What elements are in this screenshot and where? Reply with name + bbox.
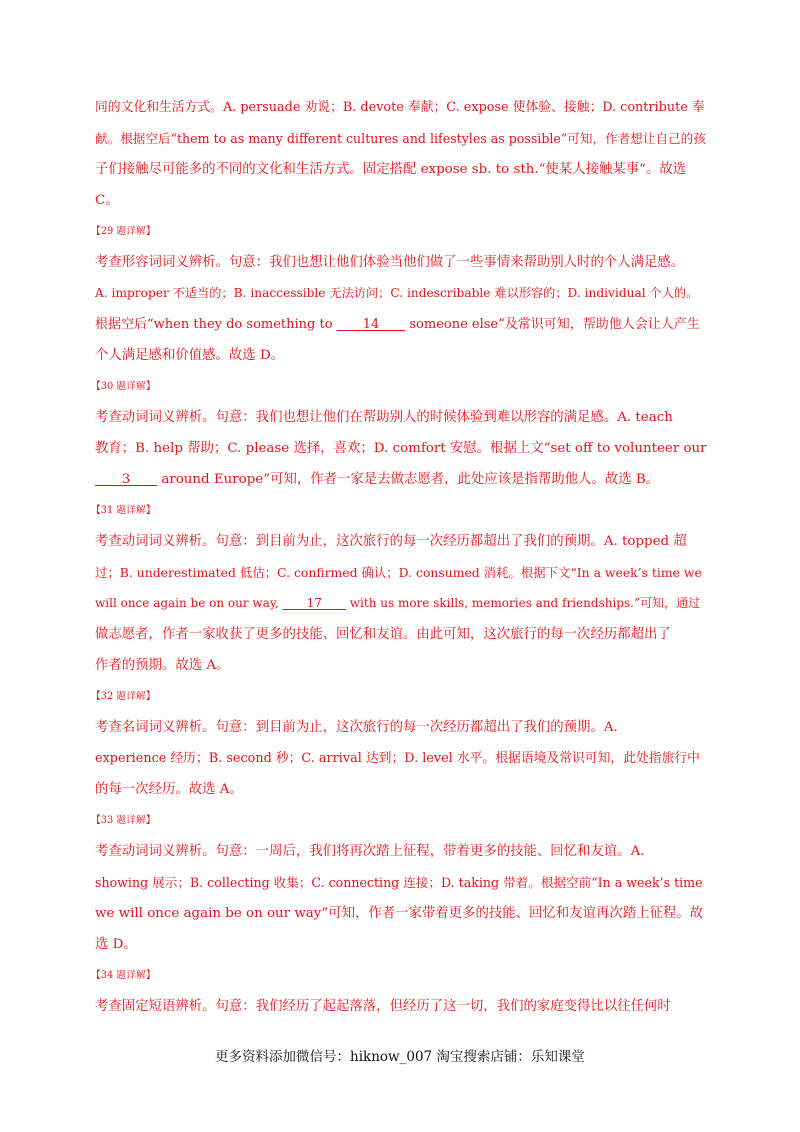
text-line: 作者的预期。故选 A。 bbox=[95, 658, 230, 673]
question-heading: 【30 题详解】 bbox=[91, 381, 156, 392]
text-line-with-blank bbox=[95, 588, 707, 619]
text-line: A. improper 不适当的；B. inaccessible 无法访问；C. indescribable 难以形容的；D. individual 个人的。 bbox=[95, 286, 699, 300]
text-before-blank: 根据空后“when they do something to bbox=[95, 317, 337, 332]
question-heading: 【32 题详解】 bbox=[91, 691, 156, 702]
text-line: 个人满足感和价值感。故选 D。 bbox=[95, 348, 285, 363]
blank-number: ____14____ bbox=[336, 317, 406, 332]
text-line: 考查动词词义辨析。句意：到目前为止，这次旅行的每一次经历都超出了我们的预期。A. topped 超 bbox=[95, 534, 687, 549]
text-line: showing 展示；B. collecting 收集；C. connecting 连接；D. taking 带着。根据空前“In a week’s time bbox=[95, 875, 703, 890]
text-line: 考查动词词义辨析。句意：我们也想让他们在帮助别人的时候体验到难以形容的满足感。A. teach bbox=[95, 410, 673, 425]
page-footer: 更多资料添加微信号：hiknow_007 淘宝搜索店铺：乐知课堂 bbox=[215, 1049, 585, 1065]
text-line-with-blank bbox=[95, 309, 707, 340]
text-line: 考查名词词义辨析。句意：到目前为止，这次旅行的每一次经历都超出了我们的预期。A. bbox=[95, 720, 618, 735]
blank-number: ____17____ bbox=[282, 596, 346, 610]
text-line: 选 D。 bbox=[95, 937, 137, 952]
text-after-blank: around Europe”可知，作者一家是去做志愿者，此处应该是指帮助他人。故选 B。 bbox=[157, 472, 660, 487]
text-line: 子们接触尽可能多的不同的文化和生活方式。固定搭配 expose sb. to sth.“使某人接触某事”。故选 bbox=[95, 162, 687, 177]
text-before-blank: will once again be on our way, bbox=[95, 596, 283, 610]
text-line: 教育；B. help 帮助；C. please 选择，喜欢；D. comfort 安慰。根据上文“set off to volunteer our bbox=[95, 441, 707, 456]
text-line: 的每一次经历。故选 A。 bbox=[95, 782, 243, 797]
text-after-blank: with us more skills, memories and friendships.”可知，通过 bbox=[345, 596, 701, 610]
blank-number: ____3____ bbox=[95, 472, 158, 487]
text-line: 过；B. underestimated 低估；C. confirmed 确认；D. consumed 消耗。根据下文“In a week’s time we bbox=[95, 565, 702, 580]
text-line: 考查形容词词义辨析。句意：我们也想让他们体验当他们做了一些事情来帮助别人时的个人满足感。 bbox=[95, 255, 685, 270]
text-line: 做志愿者，作者一家收获了更多的技能、回忆和友谊。由此可知，这次旅行的每一次经历都超出了 bbox=[95, 627, 671, 642]
text-line: experience 经历；B. second 秒；C. arrival 达到；D. level 水平。根据语境及常识可知，此处指旅行中 bbox=[95, 751, 700, 766]
answer-explanation-body bbox=[91, 92, 707, 1022]
text-line: 同的文化和生活方式。A. persuade 劝说；B. devote 奉献；C. expose 使体验、接触；D. contribute 奉 bbox=[95, 100, 705, 115]
text-line: 考查固定短语辨析。句意：我们经历了起起落落，但经历了这一切，我们的家庭变得比以往任何时 bbox=[95, 999, 671, 1014]
question-heading: 【34 题详解】 bbox=[91, 970, 156, 981]
text-line: 献。根据空后“them to as many different cultures and lifestyles as possible”可知，作者想让自己的孩 bbox=[95, 131, 706, 146]
text-line: we will once again be on our way”可知，作者一家带着更多的技能、回忆和友谊再次踏上征程。故 bbox=[95, 906, 704, 921]
question-heading: 【31 题详解】 bbox=[91, 505, 156, 516]
question-heading: 【33 题详解】 bbox=[91, 815, 156, 826]
text-line: 考查动词词义辨析。句意：一周后，我们将再次踏上征程，带着更多的技能、回忆和友谊。A. bbox=[95, 844, 645, 859]
text-after-blank: someone else”及常识可知，帮助他人会让人产生 bbox=[405, 317, 700, 332]
question-heading: 【29 题详解】 bbox=[91, 226, 156, 237]
text-line: C。 bbox=[95, 193, 119, 208]
text-line-with-blank bbox=[95, 464, 707, 495]
